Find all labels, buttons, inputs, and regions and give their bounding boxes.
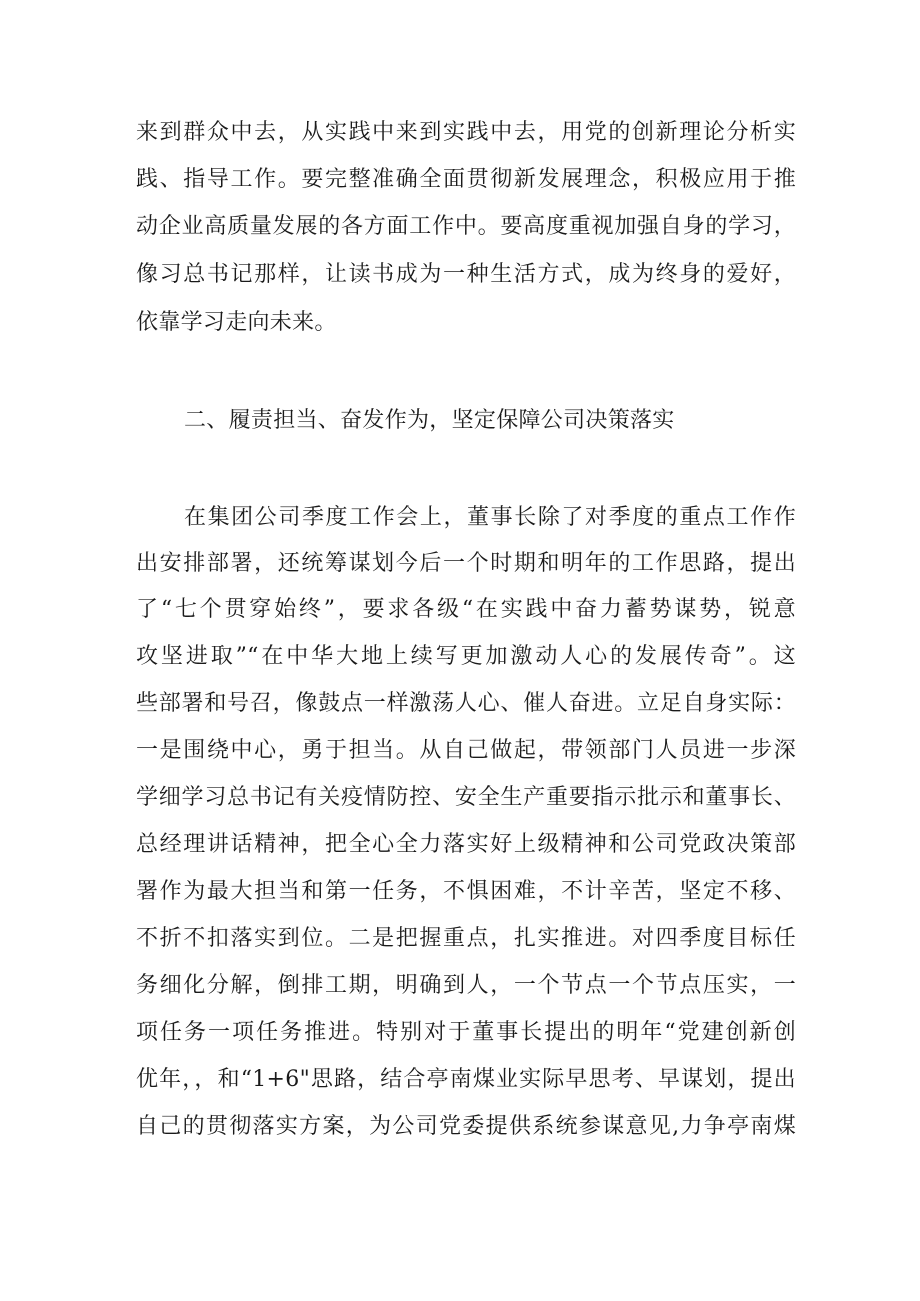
paragraph-line: 来到群众中去，从实践中来到实践中去，用党的创新理论分析实 [136, 120, 796, 145]
paragraph-line: 优年，，和“1+6"思路，结合亭南煤业实际早思考、早谋划，提出 [136, 1067, 796, 1092]
paragraph-line: 不折不扣落实到位。二是把握重点，扎实推进。对四季度目标任 [136, 926, 796, 951]
paragraph-line: 总经理讲话精神，把全心全力落实好上级精神和公司党政决策部 [136, 832, 796, 857]
section-heading: 二、履责担当、奋发作为，坚定保障公司决策落实 [184, 408, 675, 433]
paragraph-line: 署作为最大担当和第一任务，不惧困难，不计辛苦，坚定不移、 [136, 879, 796, 904]
paragraph-line: 学细学习总书记有关疫情防控、安全生产重要指示批示和董事长、 [136, 785, 796, 810]
paragraph-line: 动企业高质量发展的各方面工作中。要高度重视加强自身的学习， [136, 214, 796, 239]
paragraph-line: 一是围绕中心，勇于担当。从自己做起，带领部门人员进一步深 [136, 738, 796, 763]
paragraph-line: 些部署和号召，像鼓点一样激荡人心、催人奋进。立足自身实际： [136, 691, 796, 716]
paragraph-line: 自己的贯彻落实方案，为公司党委提供系统参谋意见,力争亭南煤 [136, 1114, 796, 1139]
paragraph-line: 依靠学习走向未来。 [136, 310, 337, 335]
paragraph-line: 了“七个贯穿始终”，要求各级“在实践中奋力蓄势谋势，锐意 [136, 597, 796, 622]
paragraph-line: 像习总书记那样，让读书成为一种生活方式，成为终身的爱好， [136, 262, 796, 287]
paragraph-line: 出安排部署，还统筹谋划今后一个时期和明年的工作思路，提出 [136, 551, 796, 576]
paragraph-line: 项任务一项任务推进。特别对于董事长提出的明年“党建创新创 [136, 1020, 796, 1045]
paragraph-line: 务细化分解，倒排工期，明确到人，一个节点一个节点压实，一 [136, 973, 796, 998]
paragraph-line: 在集团公司季度工作会上，董事长除了对季度的重点工作作 [184, 505, 796, 530]
paragraph-line: 践、指导工作。要完整准确全面贯彻新发展理念，积极应用于推 [136, 167, 796, 192]
paragraph-line: 攻坚进取”“在中华大地上续写更加激动人心的发展传奇”。这 [136, 644, 796, 669]
